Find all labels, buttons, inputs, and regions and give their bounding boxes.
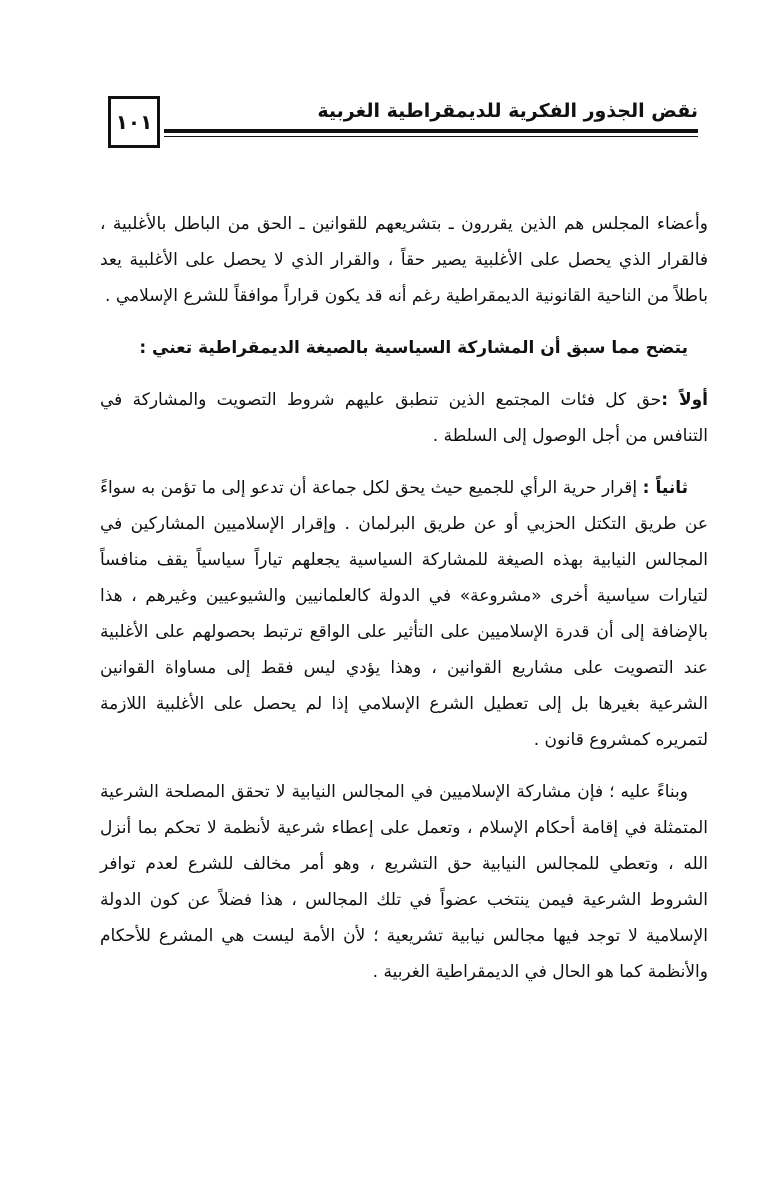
running-title: نقض الجذور الفكرية للديمقراطية الغربية	[317, 100, 698, 122]
paragraph-1: وأعضاء المجلس هم الذين يقررون ـ بتشريعهم للقوانين ـ الحق من الباطل بالأغلبية ، فالقرار الذي يحصل على الأغلبية يصير حقاً ، والقرار الذي لا يحصل على الأغلبية يعد باطلاً من الناحية القانونية الديمقراطية رغم أنه قد يكون قراراً موافقاً للشرع الإسلامي .	[100, 214, 708, 306]
point-text-first: حق كل فئات المجتمع الذين تنطبق عليهم شروط التصويت والمشاركة في التنافس من أجل الوصول إلى السلطة .	[100, 390, 708, 446]
point-label-first: أولاً :	[661, 390, 708, 410]
header-rule-thick	[164, 129, 698, 133]
page-number: ١٠١	[108, 96, 160, 148]
paragraph-conclusion: وبناءً عليه ؛ فإن مشاركة الإسلاميين في المجالس النيابية لا تحقق المصلحة الشرعية المتمثلة في إقامة أحكام الإسلام ، وتعمل على إعطاء شرعية لأنظمة لا تحكم بما أنزل الله ، وتعطي للمجالس النيابية حق التشريع ، وهو أمر مخالف للشرع لعدم توافر الشروط الشرعية فيمن ينتخب عضواً في تلك المجالس ، هذا فضلاً عن كون الدولة الإسلامية لا توجد فيها مجالس نيابية تشريعية ؛ لأن الأمة ليست هي المشرع للأحكام والأنظمة كما هو الحال في الديمقراطية الغربية .	[100, 782, 708, 982]
body-text	[100, 206, 708, 990]
point-text-second: إقرار حرية الرأي للجميع حيث يحق لكل جماعة أن تدعو إلى ما تؤمن به سواءً عن طريق التكتل الحزبي أو عن طريق البرلمان . وإقرار الإسلاميين المشاركين في المجالس النيابية بهذه الصيغة للمشاركة السياسية يجعلهم تياراً سياسياً يقف منافساً لتيارات سياسية أخرى «مشروعة» في الدولة كالعلمانيين والشيوعيين وغيرهم ، هذا بالإضافة إلى أن قدرة الإسلاميين على التأثير على الواقع ترتبط بحصولهم على الأغلبية عند التصويت على مشاريع القوانين ، وهذا يؤدي ليس فقط إلى مساواة القوانين الشرعية بغيرها بل إلى تعطيل الشرع الإسلامي إذا لم يحصل على الأغلبية اللازمة لتمريره كمشروع قانون .	[100, 478, 708, 750]
point-label-second: ثانياً :	[642, 478, 688, 498]
page-header	[108, 96, 698, 156]
paragraph-first-point	[100, 382, 708, 454]
paragraph-second-point	[100, 470, 708, 758]
header-rule-thin	[164, 136, 698, 137]
summary-heading: يتضح مما سبق أن المشاركة السياسية بالصيغة الديمقراطية تعني :	[139, 338, 688, 358]
